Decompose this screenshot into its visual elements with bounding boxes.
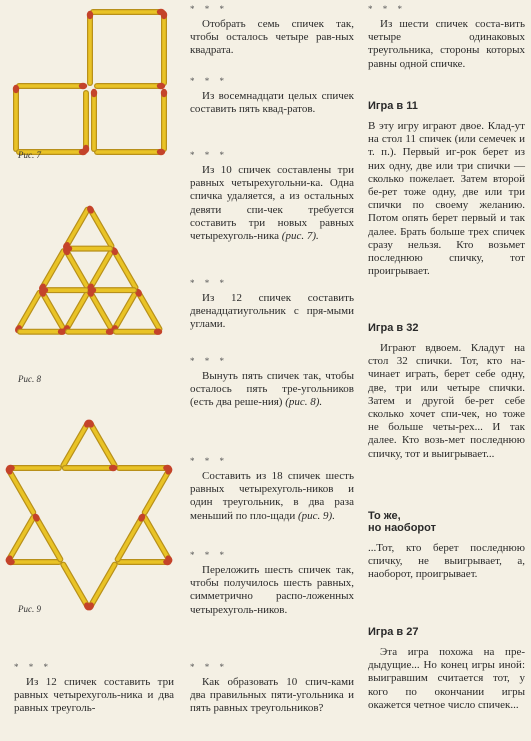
- game-11-title: Игра в 11: [368, 100, 418, 112]
- game-32-title: Игра в 32: [368, 322, 419, 334]
- puzzle-intro: [368, 4, 525, 81]
- matchstick-body: [118, 518, 142, 560]
- puzzle-body: Вынуть пять спичек так, чтобы осталось пять тре-угольников (есть два реше-ния): [190, 370, 354, 409]
- matchstick-body: [91, 251, 112, 287]
- matchstick-body: [67, 293, 88, 329]
- matchstick-body: [91, 210, 112, 246]
- matchstick-body: [91, 424, 115, 466]
- separator: * * *: [190, 662, 228, 672]
- game-11: [368, 100, 525, 288]
- separator: * * *: [190, 456, 228, 466]
- matchstick-head: [157, 83, 165, 89]
- matchstick-body: [43, 293, 64, 329]
- game-32-text: Играют вдвоем. Кладут на стол 32 спички. Тот, кто на-чинает играть, берет себе одну, две, три или четыре спички. Затем и другой бе-рет себе сколько хочет спи-чек, но тоже не больше четы-рех... И так далее. Кто возь-мет последнюю спичку, тот и выигрывает...: [368, 342, 525, 460]
- matchstick-head: [64, 245, 72, 251]
- figure-8: [0, 195, 178, 395]
- matchstick-body: [63, 565, 87, 607]
- game-27-title: Игра в 27: [368, 626, 419, 638]
- separator: * * *: [190, 356, 228, 366]
- puzzle-text: Из 12 спичек составить двенадцатиугольник с пря-мыми углами.: [190, 292, 354, 331]
- matchstick-body: [91, 293, 112, 329]
- matchstick-head: [106, 329, 114, 335]
- game-27: [368, 626, 525, 722]
- puzzle-text: [190, 470, 354, 523]
- matchstick-head: [13, 85, 19, 93]
- separator: * * *: [368, 4, 406, 14]
- separator: * * *: [14, 662, 52, 672]
- matchstick-body: [9, 471, 33, 513]
- puzzle-text: Как образовать 10 спич-ками два правильных пяти-угольника и пять равных треугольников?: [190, 676, 354, 715]
- game-reverse-text: ...Тот, кто берет последнюю спичку, не выигрывает, а, наоборот, проигрывает.: [368, 542, 525, 581]
- col-a-bottom-block: [14, 662, 174, 726]
- matchstick-head: [79, 83, 87, 89]
- puzzle-4: [190, 278, 354, 342]
- caption-fig7: Рис. 7: [18, 150, 41, 160]
- game-reverse: [368, 510, 525, 592]
- matchstick-body: [67, 210, 88, 246]
- matchstick-head: [40, 287, 48, 293]
- separator: * * *: [190, 4, 228, 14]
- separator: * * *: [190, 550, 228, 560]
- separator: * * *: [190, 278, 228, 288]
- puzzle-6: [190, 456, 354, 533]
- matchstick-body: [36, 518, 60, 560]
- figure-ref: (рис. 7).: [281, 230, 319, 243]
- caption-fig9: Рис. 9: [18, 604, 41, 614]
- game-11-text: В эту игру играют двое. Клад-ут на стол 11 спичек (или семечек и т. п.). Первый иг-рок берет из них одну, две или три спички — сколько пожелает. Затем второй бе-рет тоже одну, две или три спички по своему желанию. Потом опять берет первый и так далее. Брать больше трех спичек сразу нельзя. Кто возьмет последнюю спичку, тот проигрывает.: [368, 120, 525, 278]
- matchstick-body: [63, 424, 87, 466]
- matchstick-head: [58, 329, 66, 335]
- game-reverse-title-1: То же,: [368, 510, 401, 522]
- matchstick-head: [91, 89, 97, 97]
- puzzle-5: [190, 356, 354, 420]
- matchstick-head: [154, 329, 162, 335]
- puzzle-text: Из 12 спичек составить три равных четырехуголь-ника и два равных треуголь-: [14, 676, 174, 715]
- puzzle-text: Отобрать семь спичек так, чтобы осталось четыре рав-ных квадрата.: [190, 18, 354, 57]
- figures-column: [0, 0, 178, 741]
- matchstick-head: [157, 149, 165, 155]
- puzzle-2: [190, 76, 354, 126]
- puzzle-text: [190, 370, 354, 410]
- game-reverse-title-2: но наоборот: [368, 522, 436, 534]
- figure-ref: (рис. 9).: [298, 509, 335, 522]
- puzzle-text: Переложить шесть спичек так, чтобы получилось шесть равных, симметрично распо-ложенных четырехуголь-ников.: [190, 564, 354, 616]
- matchstick-body: [139, 293, 160, 329]
- caption-fig8: Рис. 8: [18, 374, 41, 384]
- matchstick-body: [115, 293, 136, 329]
- puzzle-3: [190, 150, 354, 253]
- puzzle-text: Из шести спичек соста-вить четыре одинаковых треугольника, стороны которых равны одной спичке.: [368, 18, 525, 70]
- matchstick-body: [145, 471, 169, 513]
- matchstick-head: [6, 465, 14, 471]
- matchstick-body: [19, 293, 40, 329]
- matchstick-head: [83, 145, 89, 153]
- matchstick-body: [115, 251, 136, 287]
- figure-7: [0, 0, 178, 165]
- matchstick-body: [43, 251, 64, 287]
- puzzle-body: Из 10 спичек составлены три равных четырехугольни-ка. Одна спичка удаляется, а из остальных девяти спи-чек требуется составить три новых равных четырехуголь-ника: [190, 164, 354, 243]
- figure-9: [0, 405, 178, 630]
- puzzle-1: [190, 4, 354, 68]
- matchstick-head: [88, 287, 96, 293]
- separator: * * *: [190, 150, 228, 160]
- separator: * * *: [190, 76, 228, 86]
- matchstick-body: [67, 251, 88, 287]
- matchstick-body: [145, 518, 169, 560]
- game-27-text: Эта игра похожа на пре-дыдущие... Но конец игры иной: выигравшим считается тот, у кого по окончании игры окажется четное число спичек...: [368, 646, 525, 711]
- puzzle-7: [190, 550, 354, 627]
- matchstick-head: [161, 89, 167, 97]
- matchstick-head: [87, 11, 93, 19]
- figure-ref: (рис. 8).: [285, 396, 323, 409]
- matchstick-body: [91, 565, 115, 607]
- game-32: [368, 322, 525, 471]
- matchstick-head: [161, 11, 167, 19]
- puzzles-column: [182, 0, 360, 741]
- matchstick-head: [109, 465, 117, 471]
- puzzle-8: [190, 662, 354, 726]
- puzzle-text: Из восемнадцати целых спичек составить пять квад-ратов.: [190, 90, 354, 116]
- matchstick-body: [9, 518, 33, 560]
- matchstick-head: [163, 559, 171, 565]
- games-column: [360, 0, 531, 741]
- puzzle-text: [190, 164, 354, 243]
- puzzle-body: Составить из 18 спичек шесть равных четырехуголь-ников и один треугольник, в два раза меньший по пло-щади: [190, 470, 354, 522]
